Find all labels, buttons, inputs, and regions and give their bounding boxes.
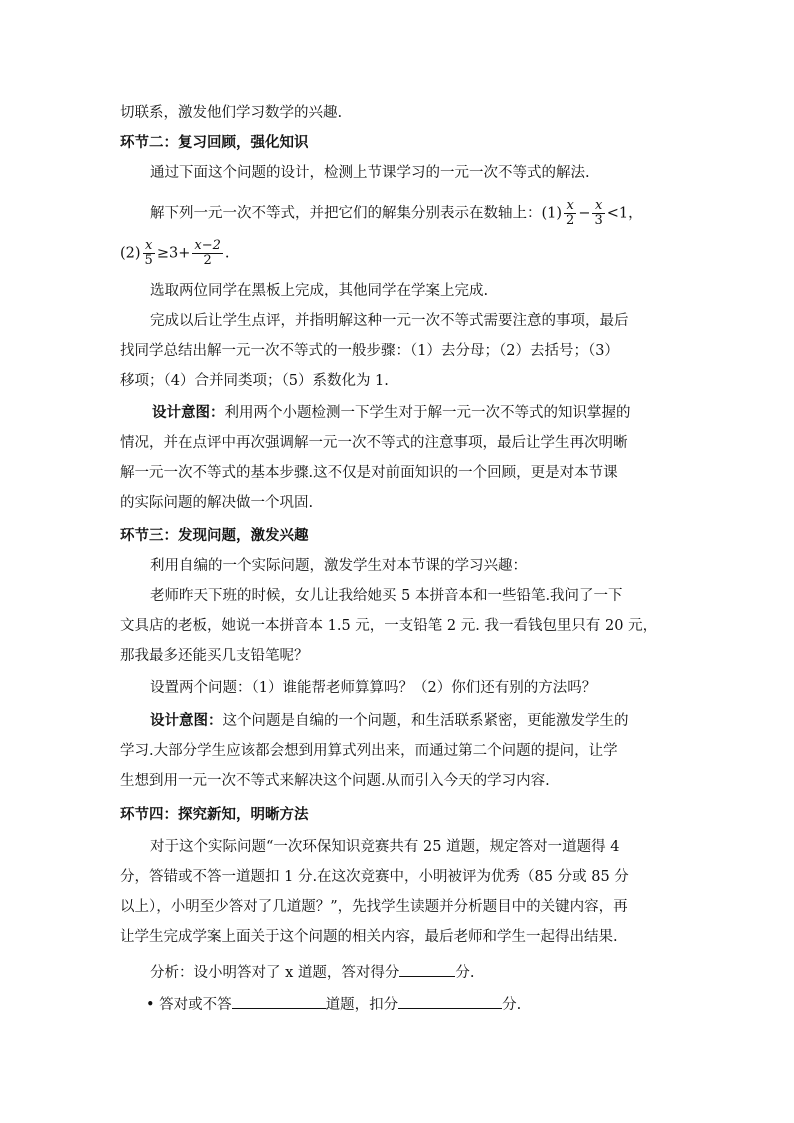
paragraph-contest-l4: 让学生完成学案上面关于这个问题的相关内容，最后老师和学生一起得出结果. — [120, 929, 618, 945]
design-intent-label: 设计意图： — [150, 712, 223, 729]
design-intent-1-l1 — [152, 403, 712, 423]
design-intent-text: 利用两个小题检测一下学生对于解一元一次不等式的知识掌握的 — [224, 405, 631, 421]
minus-sign: − — [578, 205, 591, 222]
design-intent-1-l4: 的实际问题的解决做一个巩固. — [120, 495, 314, 511]
fraction-x-minus-2-over-2: $\frac{x-2}{2}$ — [194, 238, 221, 268]
design-intent-text: 这个问题是自编的一个问题，和生活联系紧密，更能激发学生的 — [222, 713, 629, 729]
analysis-unit: 分. — [455, 965, 475, 981]
fraction-x-over-5: $\frac{x}{5}$ — [144, 238, 153, 268]
inequality-middle: ≥3+ — [156, 245, 191, 262]
bullet-text-c: 分. — [502, 997, 522, 1013]
bullet-icon: • — [146, 997, 155, 1013]
exercise-text: 解下列一元一次不等式，并把它们的解集分别表示在数轴上：(1) — [150, 205, 563, 222]
fraction-x-over-3: $\frac{x}{3}$ — [594, 198, 603, 228]
paragraph-story-l2: 文具店的老板，她说一本拼音本 1.5 元，一支铅笔 2 元. 我一看钱包里只有 20 元， — [120, 618, 658, 634]
paragraph-contest-l2: 分，答错或不答一道题扣 1 分.在这次竞赛中，小明被评为优秀（85 分或 85 分 — [120, 869, 629, 885]
inequality-rhs: <1， — [606, 205, 643, 222]
section-heading-3: 环节三：发现问题，激发兴趣 — [120, 527, 309, 544]
analysis-bullet-line — [146, 994, 706, 1015]
analysis-line — [150, 962, 680, 983]
paragraph-contest-l1: 对于这个实际问题“一次环保知识竞赛共有 25 道题，规定答对一道题得 4 — [150, 839, 620, 855]
paragraph-exercise-2 — [120, 239, 680, 268]
design-intent-2-l3: 生想到用一元一次不等式来解决这个问题.从而引入今天的学习内容. — [120, 773, 550, 789]
paragraph-exercise-1 — [150, 199, 680, 228]
period: . — [224, 245, 230, 262]
exercise-2-label: (2) — [120, 245, 141, 262]
design-intent-label: 设计意图： — [152, 404, 225, 421]
section-heading-4: 环节四：探究新知，明晰方法 — [120, 806, 309, 823]
paragraph-problem-intro: 利用自编的一个实际问题，激发学生对本节课的学习兴趣： — [150, 558, 527, 574]
bullet-text-b: 道题，扣分 — [325, 997, 399, 1013]
paragraph-review-l3: 移项；（4）合并同类项；（5）系数化为 1. — [120, 373, 389, 389]
fill-blank[interactable] — [398, 994, 502, 1009]
paragraph-continuation: 切联系，激发他们学习数学的兴趣. — [120, 105, 343, 121]
design-intent-2-l2: 学习.大部分学生应该都会想到用算式列出来，而通过第二个问题的提问，让学 — [120, 743, 618, 759]
design-intent-1-l2: 情况，并在点评中再次强调解一元一次不等式的注意事项，最后让学生再次明晰 — [120, 435, 628, 451]
bullet-text-a: 答对或不答 — [159, 997, 232, 1013]
section-heading-2: 环节二：复习回顾，强化知识 — [120, 134, 309, 151]
fill-blank[interactable] — [232, 994, 326, 1009]
paragraph-story-l1: 老师昨天下班的时候，女儿让我给她买 5 本拼音本和一些铅笔.我问了一下 — [150, 588, 623, 604]
paragraph-story-l3: 那我最多还能买几支铅笔呢？ — [120, 648, 309, 664]
paragraph-intro-review: 通过下面这个问题的设计，检测上节课学习的一元一次不等式的解法. — [150, 165, 590, 181]
fraction-x-over-2: $\frac{x}{2}$ — [566, 198, 575, 228]
design-intent-1-l3: 解一元一次不等式的基本步骤.这不仅是对前面知识的一个回顾，更是对本节课 — [120, 465, 618, 481]
analysis-text: 分析：设小明答对了 x 道题，答对得分 — [150, 965, 400, 981]
paragraph-review-l1: 完成以后让学生点评，并指明解这种一元一次不等式需要注意的事项，最后 — [150, 313, 629, 329]
paragraph-contest-l3: 以上），小明至少答对了几道题？”，先找学生读题并分析题目中的关键内容，再 — [120, 899, 628, 915]
paragraph-two-questions: 设置两个问题：（1）谁能帮老师算算吗？（2）你们还有别的方法吗？ — [150, 680, 597, 696]
paragraph-board-work: 选取两位同学在黑板上完成，其他同学在学案上完成. — [150, 283, 489, 299]
design-intent-2-l1 — [150, 711, 680, 731]
fill-blank[interactable] — [399, 962, 455, 977]
paragraph-review-l2: 找同学总结出解一元一次不等式的一般步骤：（1）去分母；（2）去括号；（3） — [120, 343, 619, 359]
